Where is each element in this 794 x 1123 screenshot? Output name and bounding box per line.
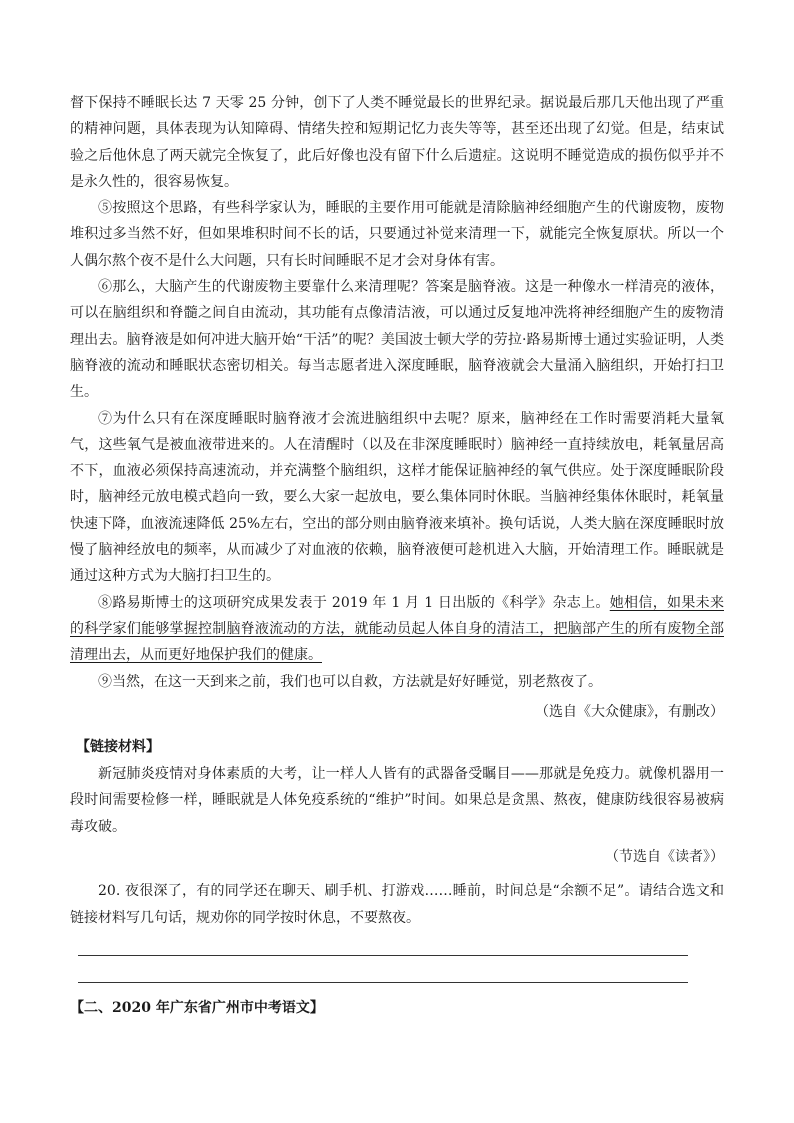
paragraph-6: ⑥那么，大脑产生的代谢废物主要靠什么来清理呢？答案是脑脊液。这是一种像水一样清亮的液体，可以在脑组织和脊髓之间自由流动，其功能有点像清洁液，可以通过反复地冲洗将神经细胞产生的废物清理出去。脑脊液是如何冲进大脑开始“干活”的呢？美国波士顿大学的劳拉·路易斯博士通过实验证明，人类脑脊液的流动和睡眠状态密切相关。每当志愿者进入深度睡眠，脑脊液就会大量涌入脑组织，开始打扫卫生。	[70, 279, 724, 401]
link-material-title: 【链接材料】	[76, 739, 160, 756]
paragraph-8-plain: ⑧路易斯博士的这项研究成果发表于 2019 年 1 月 1 日出版的《科学》杂志上。	[98, 594, 610, 611]
source-citation-1: （选自《大众健康》，有删改）	[535, 703, 724, 720]
answer-line-2[interactable]	[78, 982, 688, 983]
paragraph-7: ⑦为什么只有在深度睡眠时脑脊液才会流进脑组织中去呢？原来，脑神经在工作时需要消耗大量氧气，这些氧气是被血液带进来的。人在清醒时（以及在非深度睡眠时）脑神经一直持续放电，耗氧量居高不下，血液必须保持高速流动，并充满整个脑组织，这样才能保证脑神经的氧气供应。处于深度睡眠阶段时，脑神经元放电模式趋向一致，要么大家一起放电，要么集体同时休眠。当脑神经集体休眠时，耗氧量快速下降，血液流速降低 25%左右，空出的部分则由脑脊液来填补。换句话说，人类大脑在深度睡眠时放慢了脑神经放电的频率，从而减少了对血液的依赖，脑脊液便可趁机进入大脑，开始清理工作。睡眠就是通过这种方式为大脑打扫卫生的。	[70, 410, 724, 585]
question-20: 20. 夜很深了，有的同学还在聊天、刷手机、打游戏……睡前，时间总是“余额不足”。请结合选文和链接材料写几句话，规劝你的同学按时休息，不要熬夜。	[70, 883, 724, 926]
paragraph-8-underlined: 她相信，如果未来的科学家们能够掌握控制脑脊液流动的方法，就能动员起人体自身的清洁工，把脑部产生的所有废物全部清理出去，从而更好地保护我们的健康。	[70, 594, 724, 664]
paragraph-8	[70, 590, 724, 669]
document-page	[70, 90, 724, 1017]
source-citation-2: （节选自《读者》）	[605, 849, 724, 866]
link-material-text: 新冠肺炎疫情对身体素质的大考，让一样人人皆有的武器备受瞩目——那就是免疫力。就像机器用一段时间需要检修一样，睡眠就是人体免疫系统的“维护”时间。如果总是贪黑、熬夜，健康防线很容易被病毒攻破。	[70, 766, 724, 835]
paragraph-5: ⑤按照这个思路，有些科学家认为，睡眠的主要作用可能就是清除脑神经细胞产生的代谢废物，废物堆积过多当然不好，但如果堆积时间不长的话，只要通过补觉来清理一下，就能完全恢复原状。所以一个人偶尔熬个夜不是什么大问题，只有长时间睡眠不足才会对身体有害。	[70, 200, 724, 269]
paragraph-continued: 督下保持不睡眠长达 7 天零 25 分钟，创下了人类不睡觉最长的世界纪录。据说最后那几天他出现了严重的精神问题，具体表现为认知障碍、情绪失控和短期记忆力丧失等等，甚至还出现了幻觉。但是，结束试验之后他休息了两天就完全恢复了，此后好像也没有留下什么后遗症。这说明不睡觉造成的损伤似乎并不是永久性的，很容易恢复。	[70, 95, 724, 190]
section-title: 【二、2020 年广东省广州市中考语文】	[70, 999, 324, 1016]
paragraph-9: ⑨当然，在这一天到来之前，我们也可以自救，方法就是好好睡觉，别老熬夜了。	[98, 673, 602, 690]
